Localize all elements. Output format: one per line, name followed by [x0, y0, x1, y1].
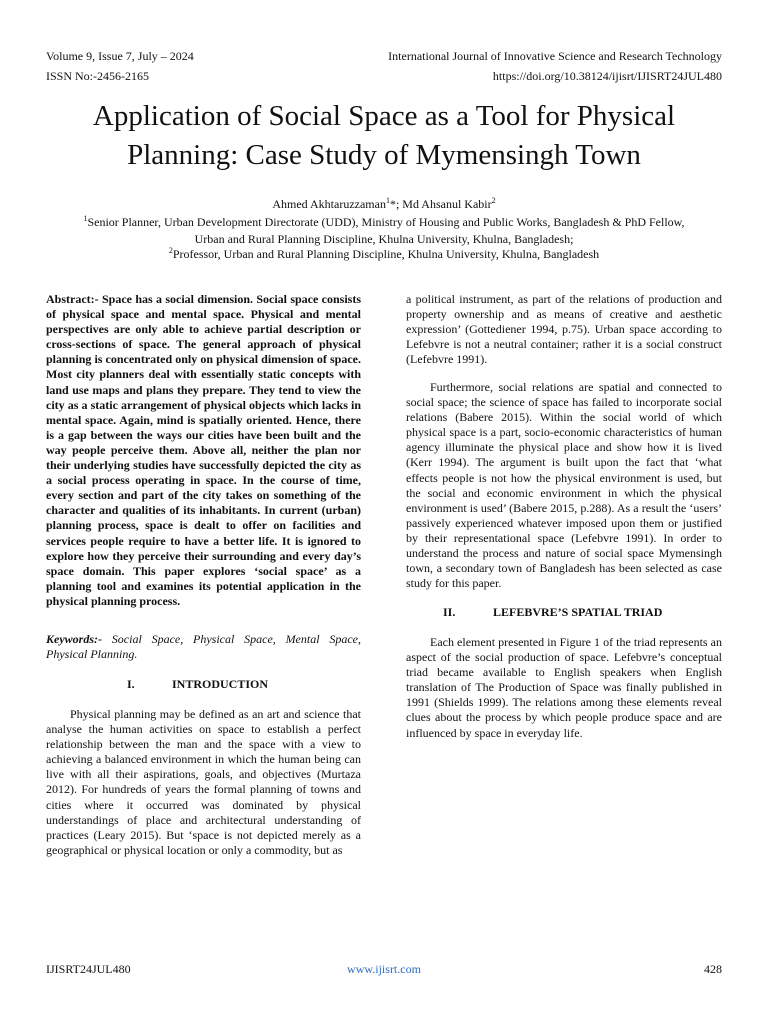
section-1-number: I.	[127, 677, 135, 691]
right-paragraph-1-text: a political instrument, as part of the relations of production and property ownership and as means of creative and aesthetic expression’ (Gottediener 1994, p.75). Urban space according to Lefebvre is not a neutral container; rather it is a social construct (Lefebvre 1991).	[406, 292, 722, 367]
author-1: Ahmed Akhtaruzzaman	[272, 197, 386, 211]
section-1-title: INTRODUCTION	[172, 677, 269, 691]
footer-paper-id: IJISRT24JUL480	[46, 962, 131, 976]
title-line-1: Application of Social Space as a Tool for Physical	[92, 100, 676, 132]
triad-text: Each element presented in Figure 1 of the triad represents an aspect of the social production of space. Lefebvre’s conceptual triad became available to English speakers when English translation of The Production of Space was finally published in 1991 (Shields 1999). The relations among these elements reveal clues about the process by which people produce space and are influenced by space in everyday life.	[406, 635, 722, 740]
affiliation-1-sup: 1	[83, 214, 88, 223]
affiliation-2-text: Professor, Urban and Rural Planning Discipline, Khulna University, Khulna, Bangladesh	[172, 247, 600, 261]
affiliation-1-line-2: Urban and Rural Planning Discipline, Khulna University, Khulna, Bangladesh;	[194, 232, 574, 246]
title-line-2: Planning: Case Study of Mymensingh Town	[127, 139, 641, 171]
introduction-paragraph	[46, 707, 361, 858]
triad-paragraph	[406, 635, 722, 741]
affiliation-1-line-1	[0, 215, 768, 229]
right-paragraph-2	[406, 380, 722, 591]
footer-website	[0, 962, 768, 976]
section-2-number: II.	[443, 605, 456, 619]
footer-website-link[interactable]: www.ijisrt.com	[347, 962, 421, 976]
paper-title	[40, 97, 728, 175]
author-separator: *; Md Ahsanul Kabir	[389, 197, 492, 211]
authors	[0, 197, 768, 211]
issn: ISSN No:-2456-2165	[46, 69, 150, 83]
abstract-label: Abstract:-	[46, 292, 99, 306]
keywords	[46, 632, 361, 662]
journal-name: International Journal of Innovative Science and Research Technology	[388, 49, 722, 63]
section-2-title: LEFEBVRE’S SPATIAL TRIAD	[493, 605, 663, 619]
affiliation-1-text: Senior Planner, Urban Development Directorate (UDD), Ministry of Housing and Public Works, Bangladesh & PhD Fellow,	[87, 215, 685, 229]
affiliation-2	[0, 247, 768, 261]
author-2-sup: 2	[491, 196, 496, 205]
keywords-label: Keywords:-	[46, 632, 102, 646]
affiliation-2-sup: 2	[168, 246, 173, 255]
abstract-text: Space has a social dimension. Social space consists of physical space and mental space. Physical and mental perspectives are only able to achieve partial description or cross-sections of space. The general approach of physical planning is concentrated only on physical dimension of space. Most city planners deal with essentially static concepts with land use maps and plans they prepare. They tend to view the city as a static arrangement of physical objects which lacks in mental space. Again, mind is spatially oriented. Hence, there is a gap between the ways our cities have been built and the way people perceive them. Above all, neither the plan nor their underlying studies have successfully depicted the city as a social process operating in space. In the course of time, every section and part of the city takes on something of the character and qualities of its inhabitants. In current (urban) planning process, space is dealt to offer on facilities and services people require to have a better life. It is ignored to explore how they perceive their surrounding and every day’s space domain. This paper explores ‘social space’ as a planning tool and examines its potential application in the physical planning process.	[46, 292, 361, 608]
introduction-text: Physical planning may be defined as an art and science that analyse the human activities on space to establish a perfect relationship between the man and the space with a view to achieving a balanced environment in which the human being can live with all their aspirations, goals, and objectives (Murtaza 2012). For hundreds of years the formal planning of towns and cities where it occurred was dominated by physical understandings of place and architectural understanding of practices (Leary 2015). But ‘space is not depicted merely as a geographical or physical location or only a commodity, but as	[46, 707, 361, 857]
author-1-sup: 1	[385, 196, 390, 205]
abstract	[46, 292, 361, 609]
page-number: 428	[704, 962, 722, 976]
right-paragraph-1	[406, 292, 722, 367]
right-paragraph-2-text: Furthermore, social relations are spatial and connected to social space; the science of space has failed to incorporate social relations (Babere 2015). Within the social world of which physical space is a part, socio-economic characteristics of human agency illuminate the physical place and show how it is lived (Kerr 1994). The argument is built upon the fact that ‘what effects people is not how the physical environment is used, but the social and economic environment in which the physical environment is used’ (Babere 2015, p.288). As a result the ‘users’ passively experienced whatever imposed upon them or justified by their representational space (Lefebvre 1991). In order to understand the process and nature of social space Mymensingh town, a secondary town of Bangladesh has been selected as case study for this paper.	[406, 380, 722, 591]
keywords-text: Social Space, Physical Space, Mental Space, Physical Planning.	[46, 632, 361, 662]
doi-link[interactable]: https://doi.org/10.38124/ijisrt/IJISRT24JUL480	[492, 69, 722, 83]
volume-info: Volume 9, Issue 7, July – 2024	[46, 49, 194, 63]
